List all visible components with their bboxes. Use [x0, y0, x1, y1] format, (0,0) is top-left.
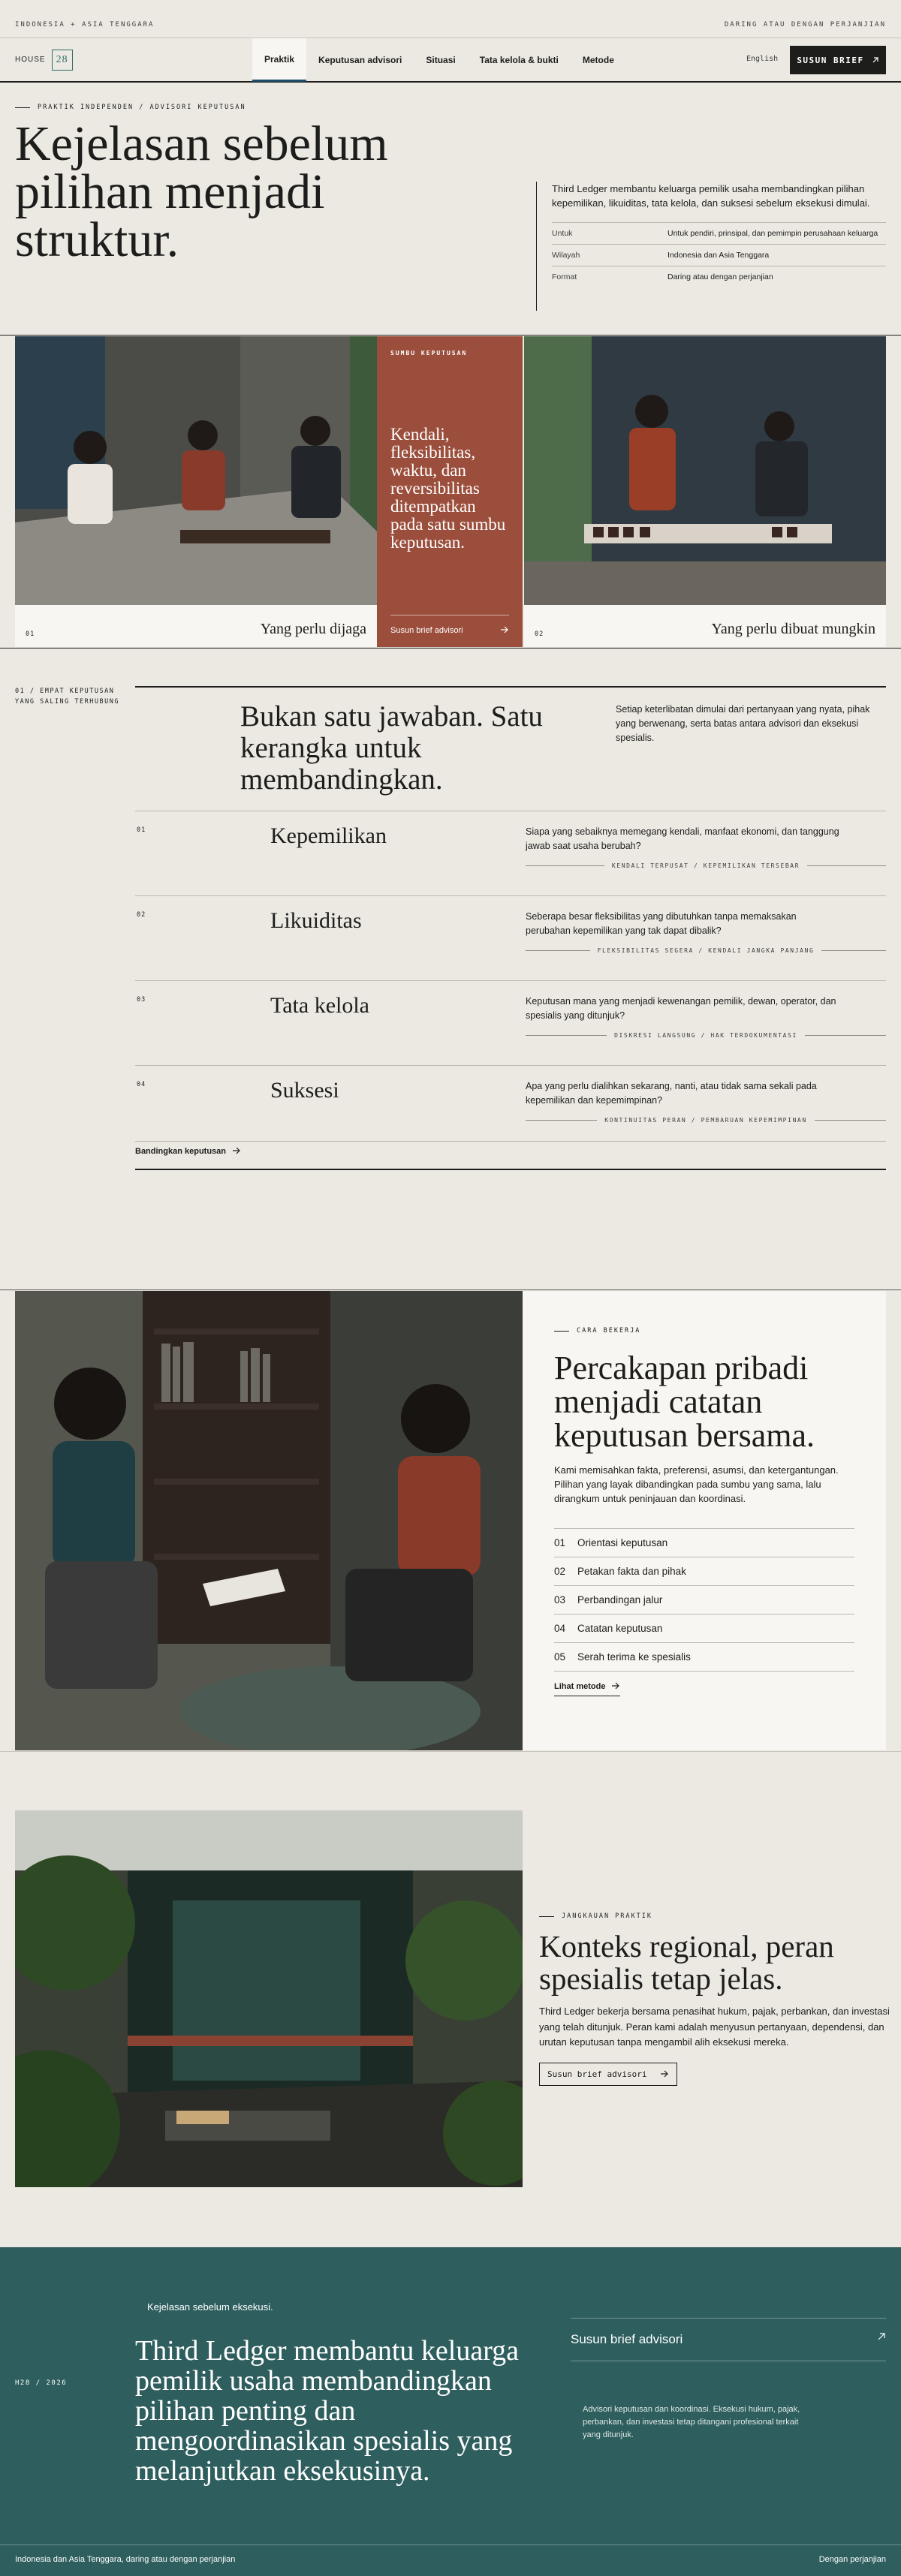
decision-axis-text: Kendali, fleksibilitas, waktu, dan reversibilitas ditempatkan pada satu sumbu keputusan. — [390, 425, 506, 552]
process-title: Percakapan pribadi menjadi catatan keputusan bersama. — [554, 1350, 815, 1454]
row-number: 04 — [137, 1081, 146, 1088]
card-yang-perlu-dibuat-mungkin[interactable] — [524, 336, 886, 647]
process-step[interactable]: 05 Serah terima ke spesialis — [554, 1642, 854, 1672]
process-step[interactable]: 01 Orientasi keputusan — [554, 1528, 854, 1557]
framework-label-line2: YANG SALING TERHUBUNG — [15, 698, 119, 706]
row-tag: DISKRESI LANGSUNG / HAK TERDOKUMENTASI — [526, 1032, 886, 1039]
process-eyebrow — [554, 1327, 856, 1335]
hero-title: Kejelasan sebelum pilihan menjadi struktur. — [15, 116, 388, 267]
tab-keputusan-advisori[interactable]: Keputusan advisori — [318, 55, 402, 65]
row-question: Keputusan mana yang menjadi kewenangan pemilik, dewan, operator, dan spesialis yang ditunjuk? — [526, 996, 836, 1021]
tab-tata-kelola[interactable]: Tata kelola & bukti — [479, 55, 559, 65]
hero-eyebrow-text: PRAKTIK INDEPENDEN / ADVISORI KEPUTUSAN — [38, 104, 246, 111]
tab-situasi[interactable]: Situasi — [426, 55, 456, 65]
row-tag: KENDALI TERPUSAT / KEPEMILIKAN TERSEBAR — [526, 862, 886, 869]
language-switch[interactable]: English — [746, 55, 779, 63]
regional-title: Konteks regional, peran spesialis tetap jelas. — [539, 1929, 834, 1996]
card-number: 02 — [535, 630, 544, 638]
card-yang-perlu-dijaga[interactable] — [15, 336, 377, 647]
footer-location: Indonesia dan Asia Tenggara, daring atau dengan perjanjian — [15, 2555, 236, 2564]
view-method-label: Lihat metode — [554, 1682, 606, 1691]
decision-axis-link-label: Susun brief advisori — [390, 626, 463, 635]
row-name: Suksesi — [270, 1078, 339, 1103]
regional-eyebrow-text: JANGKAUAN PRAKTIK — [562, 1912, 652, 1920]
decision-axis-card — [377, 336, 523, 647]
decision-row[interactable] — [135, 895, 886, 980]
framework-intro: Setiap keterlibatan dimulai dari pertanyaan yang nyata, pihak yang berwenang, serta batas antara advisori dan eksekusi spesialis. — [616, 704, 870, 743]
framework-title: Bukan satu jawaban. Satu kerangka untuk membandingkan. — [240, 700, 543, 796]
footer-brief-label: Susun brief advisori — [571, 2332, 683, 2346]
process-step[interactable]: 03 Perbandingan jalur — [554, 1585, 854, 1614]
house-label: HOUSE — [15, 56, 46, 64]
meta-row-untuk: Untuk Untuk pendiri, prinsipal, dan pemimpin perusahaan keluarga — [552, 222, 886, 244]
row-number: 03 — [137, 996, 146, 1004]
arrow-up-right-icon — [877, 2332, 886, 2341]
row-name: Kepemilikan — [270, 823, 387, 848]
top-strip — [15, 21, 886, 36]
courtyard-photo — [15, 1810, 523, 2187]
regional-brief-button[interactable] — [539, 2063, 677, 2086]
card-number: 01 — [26, 630, 35, 638]
arrow-right-icon — [232, 1147, 241, 1154]
conversation-photo — [15, 1291, 523, 1750]
footer-divider — [0, 2544, 901, 2545]
compare-decisions-link[interactable] — [135, 1147, 241, 1156]
availability-label: DARING ATAU DENGAN PERJANJIAN — [724, 21, 886, 29]
footer-kicker: Kejelasan sebelum eksekusi. — [147, 2301, 273, 2313]
row-number: 01 — [137, 826, 146, 834]
card-title: Yang perlu dibuat mungkin — [711, 621, 875, 637]
process-lede: Kami memisahkan fakta, preferensi, asumsi, dan ketergantungan. Pilihan yang layak dibandingkan pada sumbu yang sama, lalu dirangkum untuk peninjauan dan koordinasi. — [554, 1464, 839, 1504]
regional-text — [539, 1912, 899, 2086]
main-nav — [0, 38, 901, 83]
region-label: INDONESIA + ASIA TENGGARA — [15, 21, 155, 29]
footer-appointment-link[interactable]: Dengan perjanjian — [818, 2555, 886, 2564]
regional-eyebrow — [539, 1912, 899, 1920]
decision-row[interactable] — [135, 980, 886, 1065]
process-step[interactable]: 02 Petakan fakta dan pihak — [554, 1557, 854, 1585]
footer-note: Advisori keputusan dan koordinasi. Eksekusi hukum, pajak, perbankan, dan investasi tetap ditangani profesional terkait yang ditunjuk. — [583, 2405, 800, 2439]
nav-tabs — [252, 38, 626, 82]
decision-axis-label: SUMBU KEPUTUSAN — [390, 350, 468, 357]
decision-row[interactable] — [135, 811, 886, 895]
footer — [0, 2247, 901, 2576]
arrow-right-icon — [660, 2070, 669, 2078]
arrow-right-icon — [611, 1682, 620, 1690]
tab-praktik[interactable]: Praktik — [252, 38, 306, 82]
house-logo[interactable] — [15, 50, 73, 71]
decision-row[interactable] — [135, 1065, 886, 1142]
arrow-up-right-icon — [872, 56, 879, 64]
process-eyebrow-text: CARA BEKERJA — [577, 1327, 641, 1335]
regional-brief-label: Susun brief advisori — [547, 2069, 647, 2079]
row-question: Apa yang perlu dialihkan sekarang, nanti, atau tidak sama sekali pada kepemilikan dan kepemimpinan? — [526, 1081, 817, 1106]
compare-decisions-label: Bandingkan keputusan — [135, 1147, 227, 1156]
nav-brief-button[interactable] — [790, 46, 886, 74]
view-method-link[interactable] — [554, 1682, 620, 1696]
row-tag: KONTINUITAS PERAN / PEMBARUAN KEPEMIMPINAN — [526, 1117, 886, 1124]
meta-row-wilayah: Wilayah Indonesia dan Asia Tenggara — [552, 244, 886, 266]
divider — [135, 1141, 886, 1142]
process-card — [523, 1291, 886, 1750]
nav-brief-label: SUSUN BRIEF — [797, 55, 864, 65]
card-title: Yang perlu dijaga — [260, 621, 366, 637]
row-name: Likuiditas — [270, 908, 362, 933]
footer-id: H28 / 2026 — [15, 2379, 68, 2387]
row-question: Seberapa besar fleksibilitas yang dibutuhkan tanpa memaksakan perubahan kepemilikan yang tak dapat dibalik? — [526, 911, 797, 936]
footer-statement: Third Ledger membantu keluarga pemilik usaha membandingkan pilihan penting dan mengoordinasikan spesialis yang melanjutkan eksekusinya. — [135, 2335, 520, 2487]
regional-body: Third Ledger bekerja bersama penasihat hukum, pajak, perbankan, dan investasi yang telah ditunjuk. Peran kami adalah menyusun pertanyaan, dependensi, dan urutan keputusan tanpa mengambil alih eksekusi mereka. — [539, 2006, 890, 2048]
row-tag: FLEKSIBILITAS SEGERA / KENDALI JANGKA PANJANG — [526, 947, 886, 954]
framework-label-line1: 01 / EMPAT KEPUTUSAN — [15, 688, 115, 695]
row-number: 02 — [137, 911, 146, 919]
hero-summary — [536, 182, 886, 311]
card-caption — [26, 621, 366, 638]
row-question: Siapa yang sebaiknya memegang kendali, manfaat ekonomi, dan tanggung jawab saat usaha berubah? — [526, 826, 839, 851]
section-divider — [0, 1751, 901, 1752]
row-name: Tata kelola — [270, 993, 369, 1018]
meta-row-format: Format Daring atau dengan perjanjian — [552, 266, 886, 287]
tab-metode[interactable]: Metode — [582, 55, 614, 65]
process-step[interactable]: 04 Catatan keputusan — [554, 1614, 854, 1642]
card-caption — [535, 621, 875, 638]
hero-eyebrow — [15, 104, 246, 111]
decision-axis-link[interactable] — [390, 615, 509, 635]
house-number-badge: 28 — [52, 50, 73, 71]
planning-photo — [524, 336, 886, 605]
process-steps — [554, 1528, 854, 1672]
meeting-photo — [15, 336, 377, 605]
footer-brief-link[interactable] — [571, 2318, 886, 2361]
arrow-right-icon — [500, 626, 509, 633]
framework-label — [15, 686, 119, 707]
hero-intro: Third Ledger membantu keluarga pemilik usaha membandingkan pilihan kepemilikan, likuiditas, tata kelola, dan suksesi sebelum eksekusi dimulai. — [552, 183, 870, 209]
